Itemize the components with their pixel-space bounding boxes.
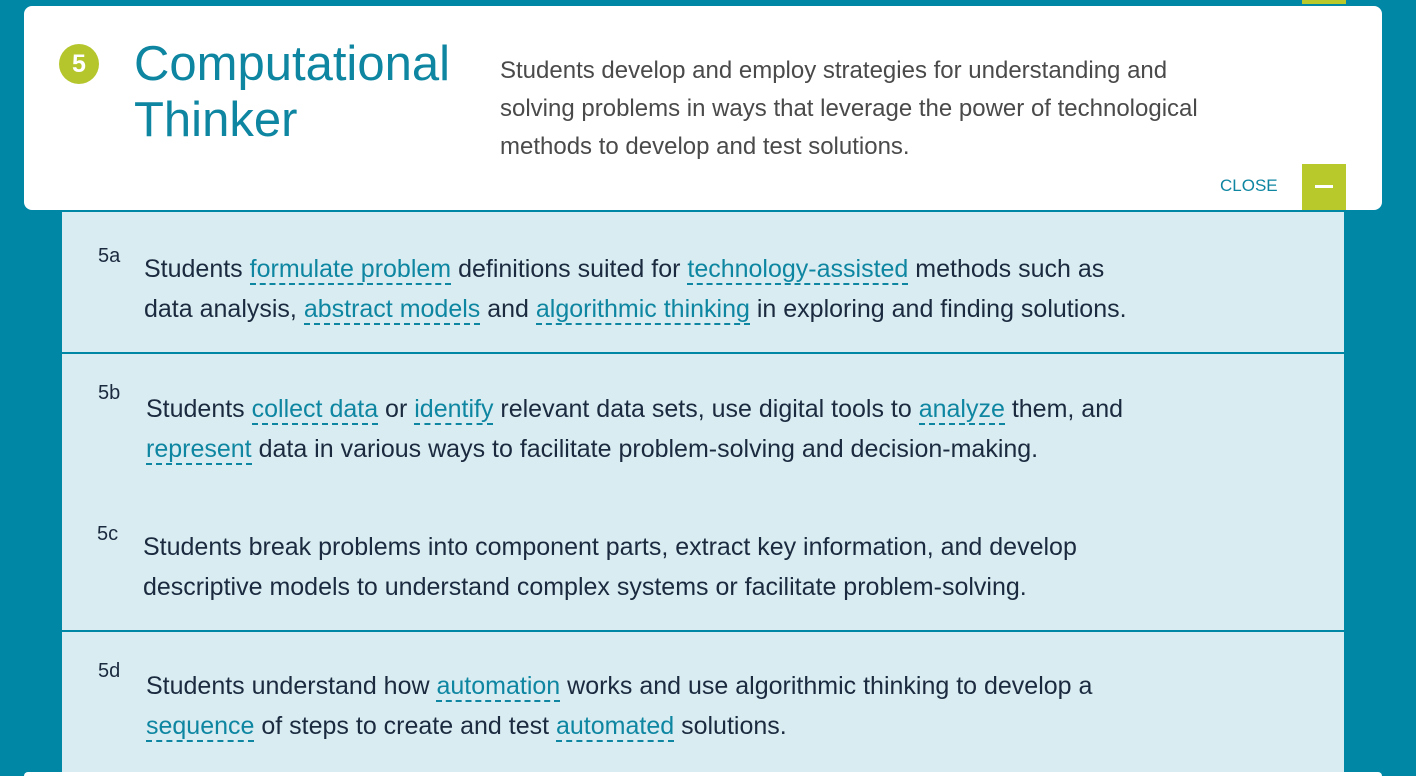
- indicator-text-segment: and: [480, 295, 536, 323]
- standard-number-badge: 5: [59, 44, 99, 84]
- indicator-5d: [62, 632, 1344, 776]
- indicator-list: [62, 212, 1344, 776]
- standard-header-card: [24, 6, 1382, 210]
- indicator-code: 5d: [98, 660, 121, 682]
- indicator-text-segment: Students: [146, 395, 252, 423]
- glossary-term-link[interactable]: algorithmic thinking: [535, 295, 750, 323]
- close-link[interactable]: CLOSE: [1220, 176, 1278, 195]
- indicator-5b: [62, 354, 1344, 488]
- indicator-text-segment: Students understand how: [146, 672, 437, 700]
- glossary-term-link[interactable]: abstract models: [303, 295, 481, 323]
- glossary-term-link[interactable]: automation: [436, 672, 561, 700]
- glossary-term-link[interactable]: analyze: [918, 395, 1005, 423]
- indicator-text-segment: them, and: [1004, 395, 1124, 423]
- indicator-text-segment: Students: [144, 255, 250, 283]
- indicator-text-segment: relevant data sets, use digital tools to: [493, 395, 919, 423]
- glossary-term-link[interactable]: identify: [414, 395, 494, 423]
- glossary-term-link[interactable]: formulate problem: [249, 255, 452, 283]
- top-accent-bar: [1302, 0, 1346, 4]
- indicator-text-segment: definitions suited for: [451, 255, 688, 283]
- indicator-code: 5a: [98, 245, 121, 267]
- indicator-text-segment: methods such as: [908, 255, 1105, 283]
- indicator-text: [143, 527, 1077, 607]
- indicator-text-segment: solutions.: [674, 712, 787, 740]
- indicator-text-segment: or: [378, 395, 415, 423]
- glossary-term-link[interactable]: automated: [556, 712, 675, 740]
- collapse-button[interactable]: [1302, 164, 1346, 210]
- indicator-text-segment: in exploring and finding solutions.: [749, 295, 1127, 323]
- indicator-text-segment: data in various ways to facilitate problem-solving and decision-making.: [251, 435, 1039, 463]
- glossary-term-link[interactable]: technology-assisted: [687, 255, 909, 283]
- indicator-5a: [62, 212, 1344, 352]
- indicator-text-segment: descriptive models to understand complex systems or facilitate problem-solving.: [143, 573, 1027, 601]
- indicator-code: 5b: [98, 382, 121, 404]
- indicator-text: [146, 389, 1123, 469]
- indicator-text-segment: works and use algorithmic thinking to develop a: [560, 672, 1093, 700]
- indicator-text-segment: of steps to create and test: [254, 712, 556, 740]
- standard-description: Students develop and employ strategies for understanding and solving problems in ways that leverage the power of technological methods to develop and test solutions.: [500, 57, 1198, 160]
- minus-icon: [1315, 185, 1333, 188]
- indicator-text: [144, 249, 1127, 329]
- glossary-term-link[interactable]: represent: [146, 435, 252, 463]
- indicator-code: 5c: [97, 523, 119, 545]
- glossary-term-link[interactable]: sequence: [146, 712, 255, 740]
- standard-title: Computational Thinker: [134, 37, 450, 147]
- next-card-edge: [24, 772, 1382, 776]
- indicator-text-segment: Students break problems into component parts, extract key information, and develop: [143, 533, 1077, 561]
- glossary-term-link[interactable]: collect data: [251, 395, 379, 423]
- indicator-text-segment: data analysis,: [144, 295, 304, 323]
- indicator-text: [146, 666, 1092, 746]
- indicator-5c: [62, 488, 1344, 630]
